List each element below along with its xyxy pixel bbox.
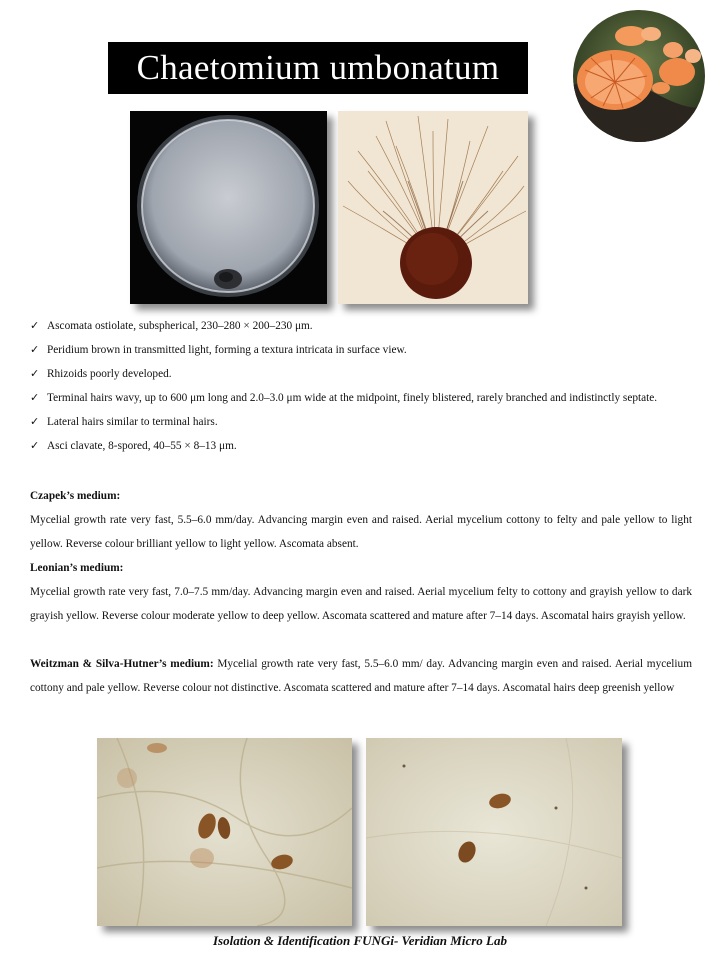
weitzman-heading: Weitzman & Silva-Hutner’s medium:: [30, 658, 214, 670]
list-item: ✓ Ascomata ostiolate, subspherical, 230–280 × 200–230 μm.: [30, 314, 692, 338]
leonian-text: Mycelial growth rate very fast, 7.0–7.5 mm/day. Advancing margin even and raised. Aerial mycelium felty to cottony and grayish yellow to dark grayish yellow. Reverse colour moderate yellow to deep yellow. Ascomata scattered and mature after 7–14 days. Ascomatal hairs grayish yellow.: [30, 586, 692, 623]
ascomata-photo: [338, 111, 528, 304]
weitzman-text: Mycelial growth rate very fast, 5.5–6.0 mm/ day. Advancing margin even and raised. Aerial mycelium cottony and pale yellow. Reverse colour not distinctive. Ascomata scattered and mature after 7–14 days. Ascomatal hairs deep greenish yellow: [30, 658, 692, 695]
ascospores-photo-1: [97, 738, 352, 926]
check-icon: ✓: [30, 367, 40, 380]
czapek-heading: Czapek’s medium:: [30, 490, 121, 502]
list-item: ✓ Lateral hairs similar to terminal hairs.: [30, 410, 692, 434]
characteristics-list: [30, 314, 692, 458]
check-icon: ✓: [30, 343, 40, 356]
list-item: ✓ Peridium brown in transmitted light, forming a textura intricata in surface view.: [30, 338, 692, 362]
list-item: ✓ Rhizoids poorly developed.: [30, 362, 692, 386]
footer-caption: Isolation & Identification FUNGi- Veridian Micro Lab: [213, 933, 507, 948]
petri-dish-photo: [130, 111, 327, 304]
check-icon: ✓: [30, 319, 40, 332]
page-title: Chaetomium umbonatum: [108, 42, 528, 94]
list-item: ✓ Terminal hairs wavy, up to 600 μm long and 2.0–3.0 μm wide at the midpoint, finely blistered, rarely branched and indistinctly septate.: [30, 386, 692, 410]
leonian-heading: Leonian’s medium:: [30, 562, 124, 574]
list-item: ✓ Asci clavate, 8-spored, 40–55 × 8–13 μm.: [30, 434, 692, 458]
mushroom-logo-icon: [573, 10, 705, 142]
czapek-text: Mycelial growth rate very fast, 5.5–6.0 mm/day. Advancing margin even and raised. Aerial mycelium cottony to felty and pale yellow to light yellow. Reverse colour brilliant yellow to light yellow. Ascomata absent.: [30, 514, 692, 551]
check-icon: ✓: [30, 391, 40, 404]
check-icon: ✓: [30, 439, 40, 452]
weitzman-paragraph: [30, 652, 692, 700]
ascospores-photo-2: [366, 738, 622, 926]
check-icon: ✓: [30, 415, 40, 428]
